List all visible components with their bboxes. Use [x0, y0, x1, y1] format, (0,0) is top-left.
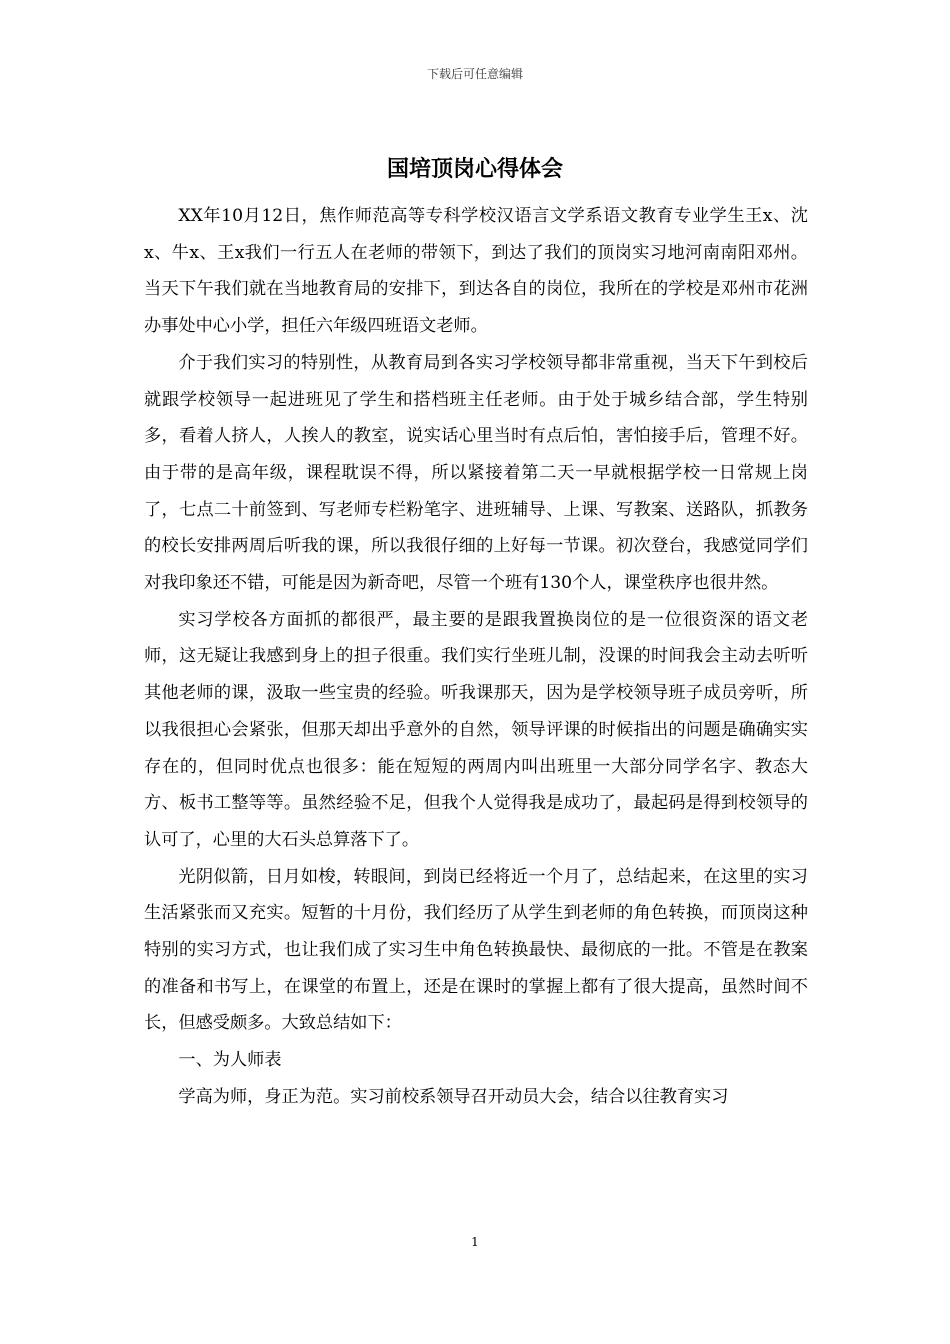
document-title: 国培顶岗心得体会 [386, 156, 563, 182]
page-header-note: 下载后可任意编辑 [426, 67, 523, 81]
paragraph: 实习学校各方面抓的都很严，最主要的是跟我置换岗位的是一位很资深的语文老师，这无疑让我感到身上的担子很重。我们实行坐班儿制，没课的时间我会主动去听听其他老师的课，汲取一些宝贵的经验。听我课那天，因为是学校领导班子成员旁听，所以我很担心会紧张，但那天却出乎意外的自然，领导评课的时候指出的问题是确确实实存在的，但同时优点也很多：能在短短的两周内叫出班里一大部分同学名字、教态大方、板书工整等等。虽然经验不足，但我个人觉得我是成功了，最起码是得到校领导的认可了，心里的大石头总算落下了。 [144, 609, 808, 850]
document-body [144, 198, 808, 1116]
paragraph: 学高为师，身正为范。实习前校系领导召开动员大会，结合以往教育实习 [178, 1086, 729, 1107]
paragraph: XX年10月12日，焦作师范高等专科学校汉语言文学系语文教育专业学生王x、沈x、牛x、王x我们一行五人在老师的带领下，到达了我们的顶岗实习地河南南阳邓州。当天下午我们就在当地教育局的安排下，到达各自的岗位，我所在的学校是邓州市花洲办事处中心小学，担任六年级四班语文老师。 [144, 206, 808, 337]
paragraph: 光阴似箭，日月如梭，转眼间，到岗已经将近一个月了，总结起来，在这里的实习生活紧张而又充实。短暂的十月份，我们经历了从学生到老师的角色转换，而顶岗这种特别的实习方式，也让我们成了实习生中角色转换最快、最彻底的一批。不管是在教案的准备和书写上，在课堂的布置上，还是在课时的掌握上都有了很大提高，虽然时间不长，但感受颇多。大致总结如下： [144, 866, 808, 1034]
paragraph: 介于我们实习的特别性，从教育局到各实习学校领导都非常重视，当天下午到校后就跟学校领导一起进班见了学生和搭档班主任老师。由于处于城乡结合部，学生特别多，看着人挤人，人挨人的教室，说实话心里当时有点后怕，害怕接手后，管理不好。由于带的是高年级，课程耽误不得，所以紧接着第二天一早就根据学校一日常规上岗了，七点二十前签到、写老师专栏粉笔字、进班辅导、上课、写教案、送路队，抓教务的校长安排两周后听我的课，所以我很仔细的上好每一节课。初次登台，我感觉同学们对我印象还不错，可能是因为新奇吧，尽管一个班有130个人，课堂秩序也很井然。 [144, 352, 808, 594]
page-number: 1 [471, 1235, 479, 1249]
section-heading: 一、为人师表 [178, 1050, 282, 1071]
